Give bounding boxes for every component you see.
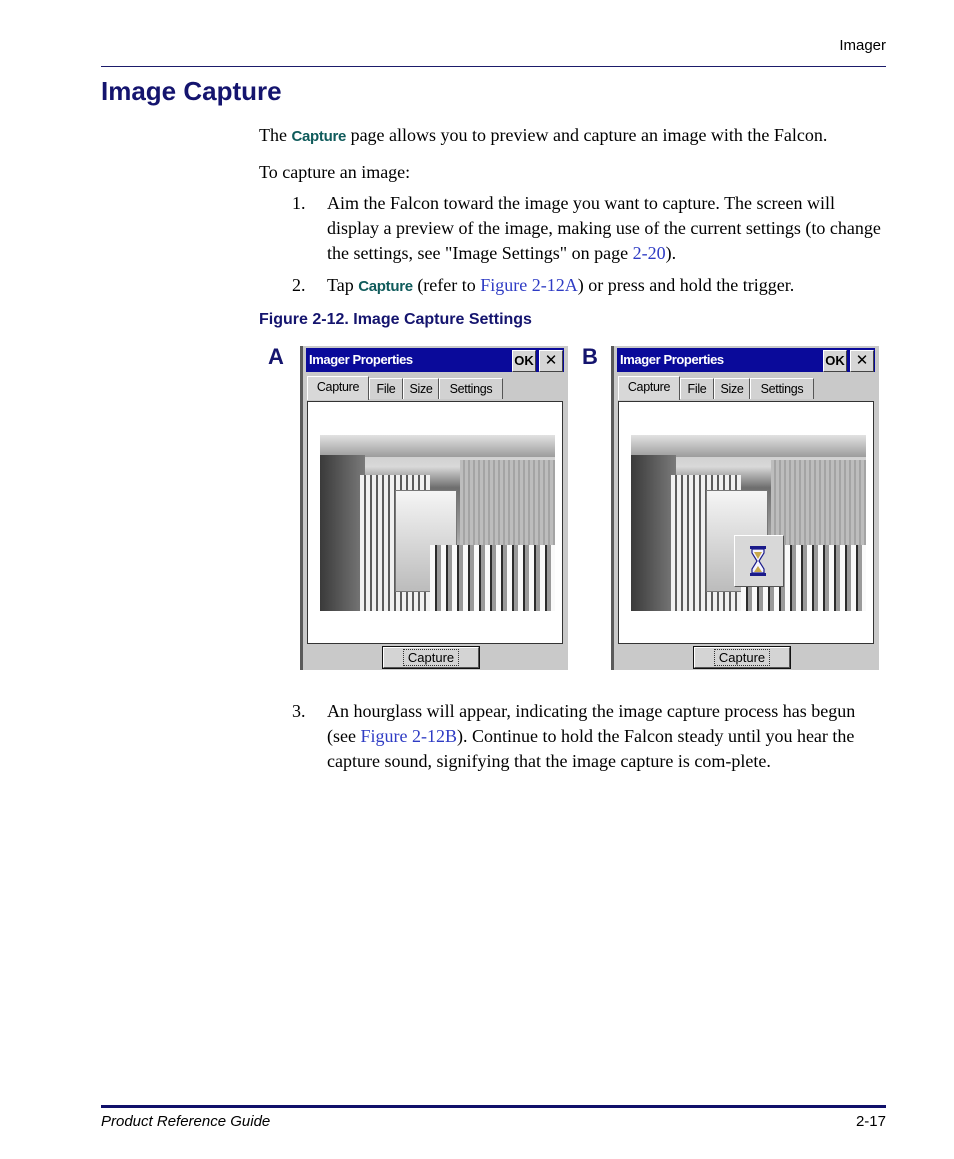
tab-capture[interactable]: Capture [618, 376, 680, 400]
capture-button-label: Capture [714, 649, 770, 666]
window-title: Imager Properties [620, 352, 724, 367]
tab-file[interactable]: File [369, 378, 403, 399]
capture-button[interactable] [694, 647, 790, 668]
step-text-after: ). Continue to hold the Falcon steady until you hear the capture sound, signifying that the image capture is com-plete. [327, 726, 855, 771]
capture-button-label: Capture [403, 649, 459, 666]
step-text-mid: (refer to [412, 275, 481, 295]
preview-image [320, 435, 555, 611]
step-text-before: An hourglass will appear, indicating the image capture process has begun (see [327, 701, 856, 746]
footer-rule [101, 1105, 886, 1108]
figure-link[interactable]: Figure 2-12A [480, 275, 578, 295]
step-number: 3. [292, 701, 306, 721]
page-link[interactable]: 2-20 [632, 243, 666, 263]
footer-doc-title: Product Reference Guide [101, 1113, 271, 1130]
figure-link[interactable]: Figure 2-12B [360, 726, 457, 746]
step-text [327, 273, 887, 299]
window-title: Imager Properties [309, 352, 413, 367]
intro-ui-term: Capture [291, 128, 347, 145]
tab-size[interactable]: Size [714, 378, 750, 399]
step-number: 1. [292, 193, 306, 213]
capture-button[interactable] [383, 647, 479, 668]
lead-paragraph: To capture an image: [259, 162, 411, 182]
preview-image [631, 435, 866, 611]
device-screen-a [300, 346, 568, 670]
window-titlebar [306, 348, 564, 372]
running-header: Imager [839, 37, 886, 54]
step-text-after: ) or press and hold the trigger. [577, 275, 795, 295]
tab-capture[interactable]: Capture [307, 376, 369, 400]
intro-paragraph [259, 123, 899, 149]
intro-before: The [259, 125, 292, 145]
tab-file[interactable]: File [680, 378, 714, 399]
step-number: 2. [292, 275, 306, 295]
step-text-before: Tap [327, 275, 359, 295]
step-ui-term: Capture [358, 278, 413, 295]
tab-settings[interactable]: Settings [439, 378, 503, 399]
step-text [327, 699, 887, 774]
panel-label-a: A [268, 344, 284, 369]
close-button[interactable]: ✕ [539, 350, 563, 372]
ok-button[interactable]: OK [512, 350, 536, 372]
step-text-before: Aim the Falcon toward the image you want to capture. The screen will display a preview of the image, making use of the current settings (to change the settings, see "Image Settings" on page [327, 193, 881, 263]
figure-caption: Figure 2-12. Image Capture Settings [259, 311, 532, 328]
hourglass-icon [749, 546, 767, 576]
preview-area [618, 401, 874, 644]
intro-after: page allows you to preview and capture an image with the Falcon. [346, 125, 828, 145]
hourglass-popup [734, 535, 784, 587]
panel-label-b: B [582, 344, 598, 369]
step-text-after: ). [665, 243, 677, 263]
section-title: Image Capture [101, 76, 282, 106]
tab-settings[interactable]: Settings [750, 378, 814, 399]
preview-area [307, 401, 563, 644]
step-text [327, 191, 887, 266]
close-button[interactable]: ✕ [850, 350, 874, 372]
device-screen-b [611, 346, 879, 670]
ok-button[interactable]: OK [823, 350, 847, 372]
window-titlebar [617, 348, 875, 372]
tab-size[interactable]: Size [403, 378, 439, 399]
footer-page-number: 2-17 [855, 1113, 886, 1130]
header-rule [101, 66, 886, 67]
